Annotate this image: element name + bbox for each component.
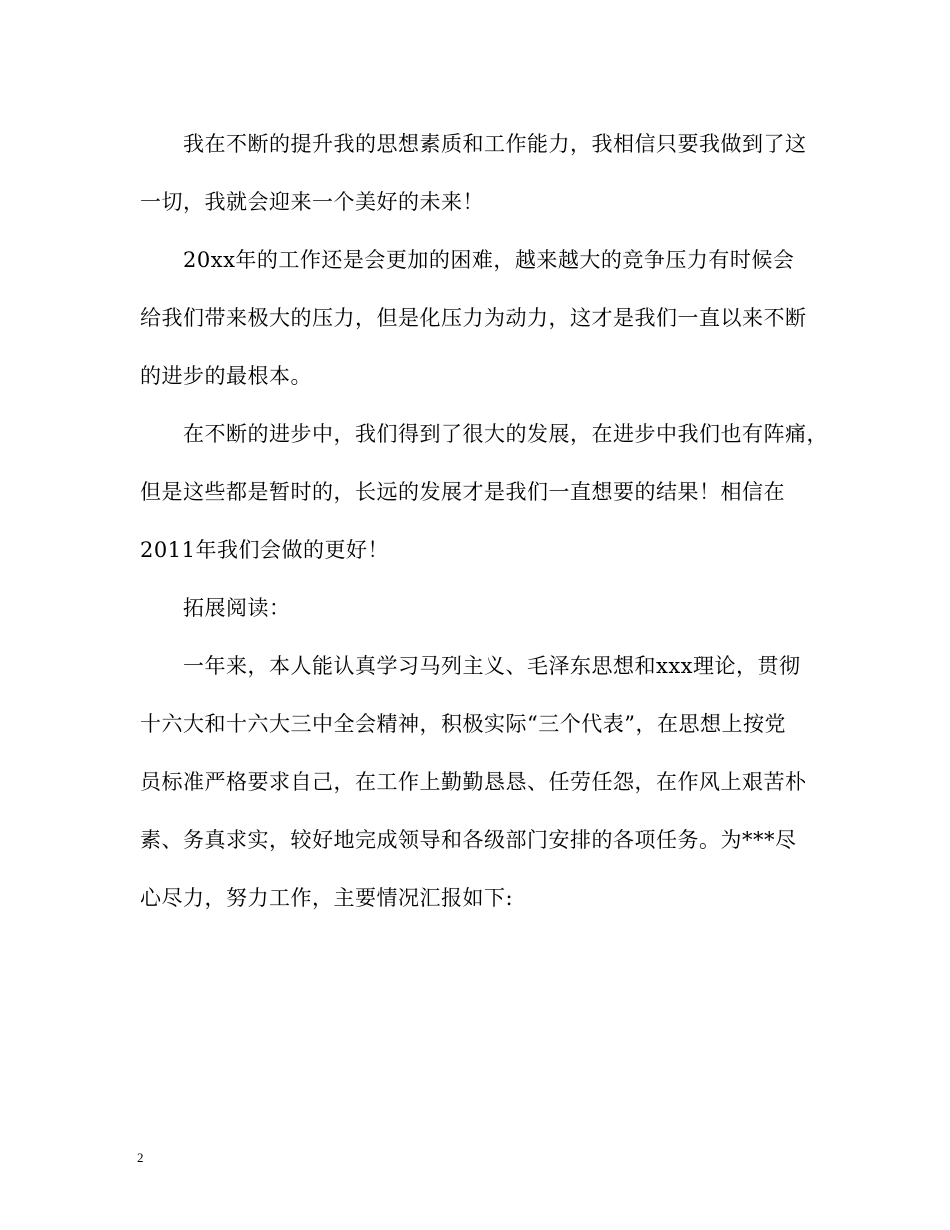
paragraph-line: 的进步的最根本。 (140, 364, 312, 388)
paragraph-line: 但是这些都是暂时的，长远的发展才是我们一直想要的结果！相信在 (140, 480, 785, 504)
paragraph-line: 20xx年的工作还是会更加的困难，越来越大的竞争压力有时候会 (183, 248, 795, 272)
page-number: 2 (137, 1150, 144, 1165)
paragraph-line: 2011年我们会做的更好！ (140, 538, 389, 562)
body-text (140, 122, 830, 934)
paragraph-line: 我在不断的提升我的思想素质和工作能力，我相信只要我做到了这 (183, 132, 807, 156)
section-heading: 拓展阅读： (183, 596, 291, 620)
paragraph-line: 素、务真求实，较好地完成领导和各级部门安排的各项任务。为***尽 (140, 828, 797, 852)
paragraph-line: 员标准严格要求自己，在工作上勤勤恳恳、任劳任怨，在作风上艰苦朴 (140, 770, 807, 794)
paragraph-line: 十六大和十六大三中全会精神，积极实际“三个代表”，在思想上按党 (140, 712, 786, 736)
paragraph-line: 在不断的进步中，我们得到了很大的发展，在进步中我们也有阵痛， (183, 422, 828, 446)
paragraph-line: 心尽力，努力工作，主要情况汇报如下: (140, 886, 514, 910)
paragraph-line: 一切，我就会迎来一个美好的未来！ (140, 190, 484, 214)
paragraph-line: 一年来，本人能认真学习马列主义、毛泽东思想和xxx理论，贯彻 (183, 654, 801, 678)
paragraph-line: 给我们带来极大的压力，但是化压力为动力，这才是我们一直以来不断 (140, 306, 807, 330)
